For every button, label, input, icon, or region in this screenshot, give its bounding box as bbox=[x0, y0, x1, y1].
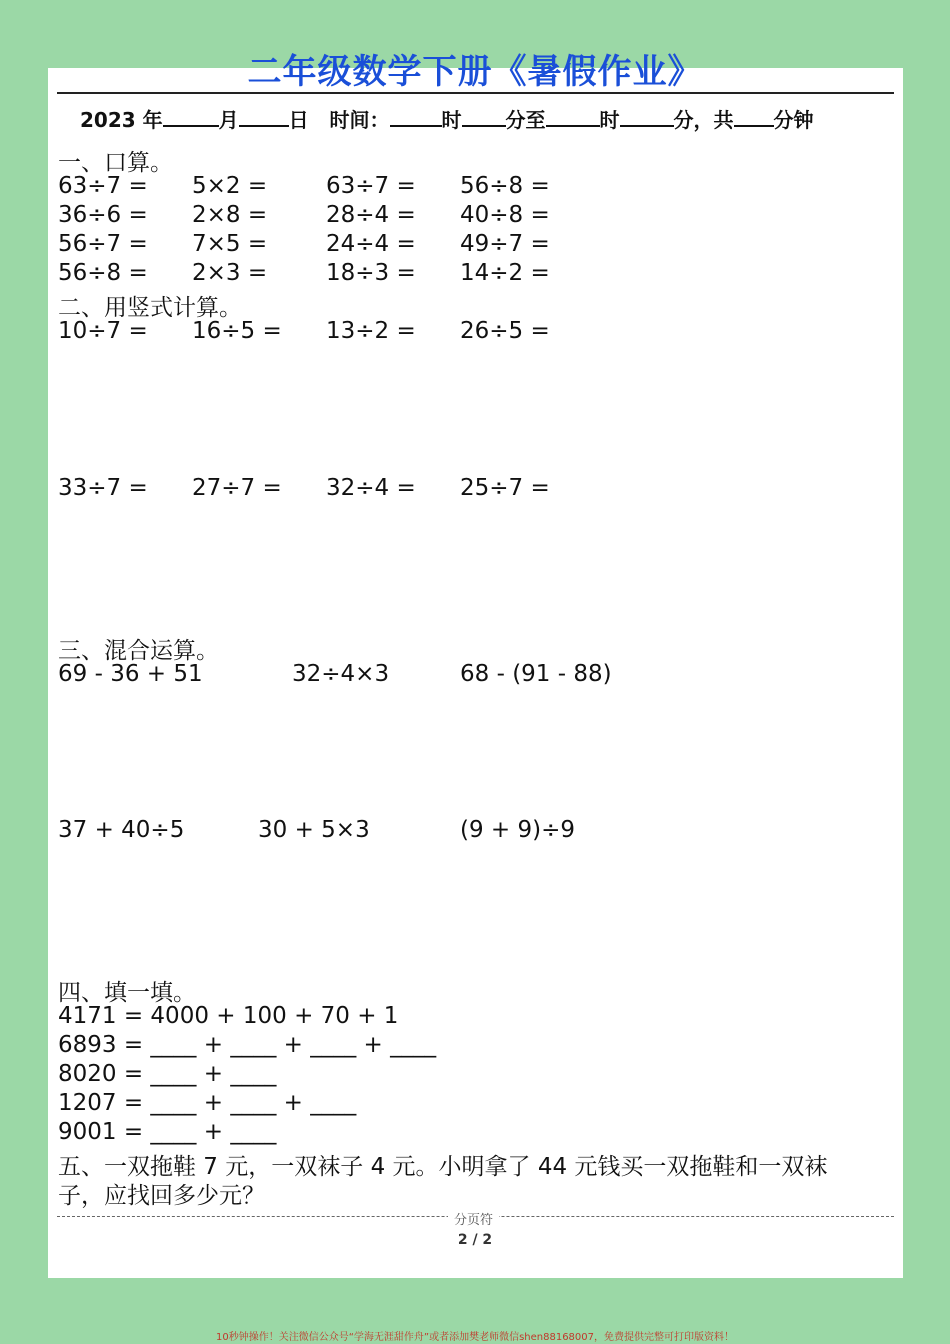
oral-problem: 40÷8 = bbox=[460, 202, 550, 228]
start-hour-blank bbox=[390, 107, 442, 127]
section1-heading: 一、口算。 bbox=[58, 150, 173, 176]
oral-problem: 36÷6 = bbox=[58, 202, 148, 228]
mixed-op-problem: 68 - (91 - 88) bbox=[460, 661, 612, 687]
vertical-calc-problem: 33÷7 = bbox=[58, 475, 148, 501]
day-blank bbox=[239, 107, 289, 127]
page-break-label: 分页符 bbox=[448, 1209, 499, 1228]
mixed-op-problem: (9 + 9)÷9 bbox=[460, 817, 576, 843]
end-hour-blank bbox=[546, 107, 600, 127]
fill-line: 8020 = ____ + ____ bbox=[58, 1061, 277, 1087]
section3-heading: 三、混合运算。 bbox=[58, 638, 219, 664]
minute-total-label: 分，共 bbox=[673, 108, 734, 132]
oral-problem: 28÷4 = bbox=[326, 202, 416, 228]
month-label: 月 bbox=[218, 108, 239, 132]
start-minute-blank bbox=[462, 107, 506, 127]
total-minutes-blank bbox=[734, 107, 774, 127]
oral-problem: 49÷7 = bbox=[460, 231, 550, 257]
vertical-calc-problem: 25÷7 = bbox=[460, 475, 550, 501]
section4-heading: 四、填一填。 bbox=[58, 980, 196, 1006]
oral-problem: 14÷2 = bbox=[460, 260, 550, 286]
vertical-calc-problem: 10÷7 = bbox=[58, 318, 148, 344]
year-label: 2023 年 bbox=[80, 108, 163, 132]
mixed-op-problem: 32÷4×3 bbox=[292, 661, 390, 687]
oral-problem: 56÷8 = bbox=[58, 260, 148, 286]
vertical-calc-problem: 27÷7 = bbox=[192, 475, 282, 501]
mixed-op-problem: 30 + 5×3 bbox=[258, 817, 370, 843]
month-blank bbox=[163, 107, 219, 127]
oral-problem: 2×3 = bbox=[192, 260, 268, 286]
oral-problem: 2×8 = bbox=[192, 202, 268, 228]
footer-note: 10秒钟操作！关注微信公众号“学海无涯甜作舟”或者添加樊老师微信shen88168007，免费提供完整可打印版资料！ bbox=[215, 1332, 735, 1343]
vertical-calc-problem: 13÷2 = bbox=[326, 318, 416, 344]
word-problem-line2: 子，应找回多少元？ bbox=[58, 1183, 265, 1209]
oral-problem: 5×2 = bbox=[192, 173, 268, 199]
end-minute-blank bbox=[620, 107, 674, 127]
oral-problem: 18÷3 = bbox=[326, 260, 416, 286]
oral-problem: 63÷7 = bbox=[326, 173, 416, 199]
page-number: 2 / 2 bbox=[457, 1232, 493, 1248]
title-divider bbox=[57, 92, 894, 94]
fill-line: 6893 = ____ + ____ + ____ + ____ bbox=[58, 1032, 437, 1058]
vertical-calc-problem: 26÷5 = bbox=[460, 318, 550, 344]
page-title: 二年级数学下册《暑假作业》 bbox=[247, 52, 703, 92]
mixed-op-problem: 69 - 36 + 51 bbox=[58, 661, 203, 687]
vertical-calc-problem: 32÷4 = bbox=[326, 475, 416, 501]
time-label: 时间： bbox=[329, 108, 390, 132]
oral-problem: 56÷8 = bbox=[460, 173, 550, 199]
hour-label-2: 时 bbox=[599, 108, 620, 132]
fill-line: 1207 = ____ + ____ + ____ bbox=[58, 1090, 357, 1116]
vertical-calc-problem: 16÷5 = bbox=[192, 318, 282, 344]
oral-problem: 7×5 = bbox=[192, 231, 268, 257]
minutes-label: 分钟 bbox=[773, 108, 814, 132]
oral-problem: 63÷7 = bbox=[58, 173, 148, 199]
day-label: 日 bbox=[288, 108, 309, 132]
fill-line: 4171 = 4000 + 100 + 70 + 1 bbox=[58, 1003, 399, 1029]
fill-line: 9001 = ____ + ____ bbox=[58, 1119, 277, 1145]
oral-problem: 56÷7 = bbox=[58, 231, 148, 257]
minute-to-label: 分至 bbox=[505, 108, 546, 132]
mixed-op-problem: 37 + 40÷5 bbox=[58, 817, 185, 843]
date-time-header bbox=[80, 104, 814, 133]
word-problem-line1: 五、一双拖鞋 7 元，一双袜子 4 元。小明拿了 44 元钱买一双拖鞋和一双袜 bbox=[58, 1154, 828, 1180]
hour-label-1: 时 bbox=[441, 108, 462, 132]
oral-problem: 24÷4 = bbox=[326, 231, 416, 257]
section2-heading: 二、用竖式计算。 bbox=[58, 295, 242, 321]
